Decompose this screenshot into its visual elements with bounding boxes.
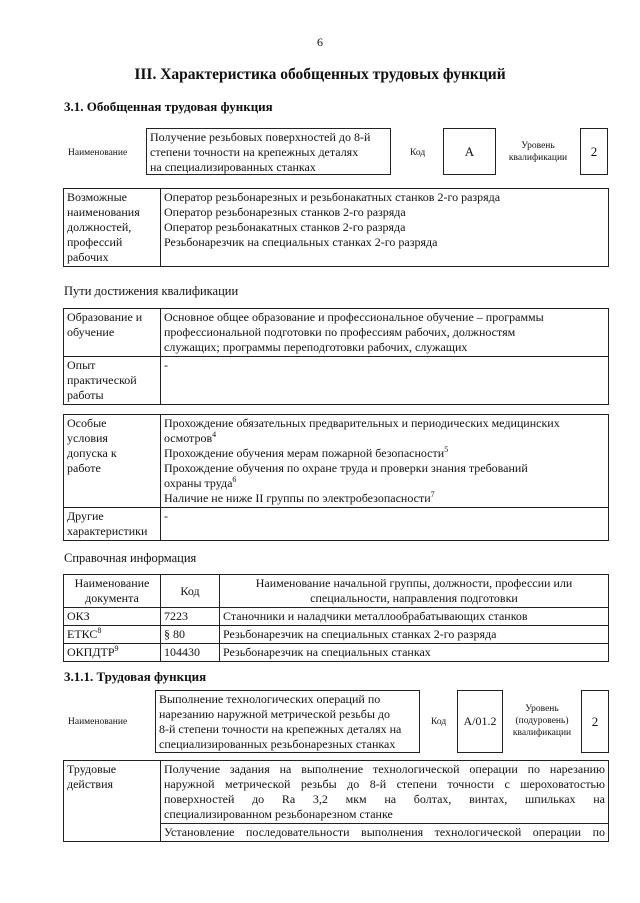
ref-code: 7223 [161, 608, 220, 626]
table-row [64, 608, 609, 626]
positions-label-line: Возможные [67, 190, 127, 204]
action-line: Установление последовательности выполнения технологической операции по [164, 825, 605, 839]
footnote-ref: 5 [444, 445, 449, 454]
actions-table [63, 760, 609, 842]
tf-name-box [155, 690, 420, 753]
other-label-line: характеристики [67, 524, 148, 538]
action-line: наружной метрической резьбы до 8-й степени точности с шероховатостью [164, 777, 605, 791]
section-title: III. Характеристика обобщенных трудовых функций [134, 66, 506, 83]
positions-label-line: профессий [67, 235, 123, 249]
reference-heading: Справочная информация [64, 551, 197, 565]
positions-label-line: наименования [67, 205, 140, 219]
experience-label [64, 357, 161, 405]
condition-line [164, 476, 605, 491]
condition-line [164, 446, 605, 461]
ref-doc-text: ОКПДТР [67, 645, 115, 659]
footnote-ref: 9 [114, 644, 119, 653]
ref-name: Станочники и наладчики металлообрабатывающих станков [220, 608, 609, 626]
ref-header-name [220, 575, 609, 608]
tf-code-label: Код [431, 717, 447, 727]
gtf-code-value: А [443, 128, 496, 175]
action-item [161, 761, 609, 824]
action-line: поверхностей до Ra 3,2 мкм на болтах, винтах, шпильках на [164, 792, 605, 806]
education-line: профессиональной подготовки по профессиям рабочих, должностям [164, 325, 516, 339]
condition-text: охраны труда [164, 476, 233, 490]
actions-label [64, 761, 161, 842]
ref-header-doc-line: Наименование [74, 576, 150, 590]
gtf-name-line: степени точности на крепежных деталях [150, 145, 359, 159]
experience-label-line: Опыт [67, 358, 96, 372]
positions-table [63, 188, 609, 267]
tf-level-label [506, 703, 578, 739]
footnote-ref: 6 [232, 475, 237, 484]
ref-header-name-line: специальности, направления подготовки [310, 591, 518, 605]
experience-label-line: работы [67, 388, 104, 402]
action-line: специализированном резьбонарезном станке [164, 807, 393, 821]
tf-level-label-line: Уровень [525, 704, 559, 714]
other-label-line: Другие [67, 509, 104, 523]
other-label [64, 508, 161, 541]
gtf-heading: 3.1. Обобщенная трудовая функция [64, 99, 273, 114]
tf-level-value: 2 [581, 690, 609, 753]
footnote-ref: 8 [97, 626, 102, 635]
education-line: служащих; программы переподготовки рабочих, служащих [164, 340, 468, 354]
gtf-name-line: Получение резьбовых поверхностей до 8-й [150, 130, 371, 144]
ref-header-code: Код [161, 575, 220, 608]
reference-table [63, 574, 609, 662]
position-item: Резьбонарезчик на специальных станках 2-го разряда [164, 235, 438, 249]
conditions-label-line: допуска к [67, 446, 117, 460]
positions-label-line: должностей, [67, 220, 132, 234]
footnote-ref: 4 [212, 430, 217, 439]
gtf-level-label-line: квалификации [508, 153, 568, 163]
action-line: Получение задания на выполнение технологической операции по нарезанию [164, 762, 605, 776]
positions-label-line: рабочих [67, 250, 109, 264]
tf-name-label: Наименование [68, 717, 128, 727]
condition-line [164, 431, 605, 446]
conditions-label-line: условия [67, 431, 108, 445]
gtf-level-label [502, 140, 574, 164]
tf-level-label-line: (подуровень) [515, 716, 569, 726]
experience-value: - [161, 357, 609, 405]
position-item: Оператор резьбонарезных станков 2-го разряда [164, 205, 406, 219]
tf-heading: 3.1.1. Трудовая функция [64, 669, 207, 684]
experience-label-line: практической [67, 373, 137, 387]
page-number: 6 [317, 35, 323, 49]
tf-name-line: 8-й степени точности на крепежных деталях на [159, 722, 402, 736]
condition-line: Прохождение обучения по охране труда и проверки знания требований [164, 461, 528, 475]
tf-name-line: нарезанию наружной метрической резьбы до [159, 707, 390, 721]
table-row [64, 626, 609, 644]
tf-name-line: специализированных резьбонарезных станках [159, 737, 396, 751]
education-label-line: Образование и [67, 310, 143, 324]
gtf-code-label: Код [410, 148, 426, 158]
gtf-level-value: 2 [580, 128, 608, 175]
condition-line: Прохождение обязательных предварительных и периодических медицинских [164, 416, 560, 430]
paths-heading: Пути достижения квалификации [64, 284, 239, 298]
paths-table [63, 308, 609, 405]
ref-header-name-line: Наименование начальной группы, должности, профессии или [255, 576, 573, 590]
gtf-name-box [146, 128, 391, 175]
education-value [161, 309, 609, 357]
conditions-label-line: работе [67, 461, 101, 475]
tf-level-label-line: квалификации [512, 728, 572, 738]
gtf-name-line: на специализированных станках [150, 160, 316, 174]
education-line: Основное общее образование и профессиональное обучение – программы [164, 310, 544, 324]
conditions-value [161, 415, 609, 508]
ref-name: Резьбонарезчик на специальных станках 2-го разряда [220, 626, 609, 644]
actions-label-line: Трудовые [67, 762, 117, 776]
table-row [64, 644, 609, 662]
ref-doc [64, 608, 161, 626]
other-value: - [161, 508, 609, 541]
positions-label [64, 189, 161, 267]
condition-text: осмотров [164, 431, 213, 445]
tf-code-value: А/01.2 [457, 690, 503, 753]
position-item: Оператор резьбонакатных станков 2-го разряда [164, 220, 406, 234]
gtf-name-label: Наименование [68, 148, 128, 158]
action-item [161, 824, 609, 842]
education-label [64, 309, 161, 357]
position-item: Оператор резьбонарезных и резьбонакатных станков 2-го разряда [164, 190, 501, 204]
condition-line [164, 491, 605, 506]
footnote-ref: 7 [430, 490, 435, 499]
ref-code: 104430 [161, 644, 220, 662]
ref-header-doc-line: документа [85, 591, 139, 605]
ref-name: Резьбонарезчик на специальных станках [220, 644, 609, 662]
ref-doc [64, 644, 161, 662]
ref-doc-text: ОКЗ [67, 609, 90, 623]
condition-text: Наличие не ниже II группы по электробезопасности [164, 491, 431, 505]
ref-code: § 80 [161, 626, 220, 644]
conditions-label-line: Особые [67, 416, 107, 430]
gtf-level-label-line: Уровень [521, 141, 555, 151]
education-label-line: обучение [67, 325, 115, 339]
ref-header-doc [64, 575, 161, 608]
positions-list [161, 189, 609, 267]
actions-label-line: действия [67, 777, 114, 791]
tf-name-line: Выполнение технологических операций по [159, 692, 381, 706]
conditions-table [63, 414, 609, 541]
conditions-label [64, 415, 161, 508]
condition-text: Прохождение обучения мерам пожарной безопасности [164, 446, 445, 460]
ref-doc-text: ЕТКС [67, 627, 98, 641]
ref-doc [64, 626, 161, 644]
